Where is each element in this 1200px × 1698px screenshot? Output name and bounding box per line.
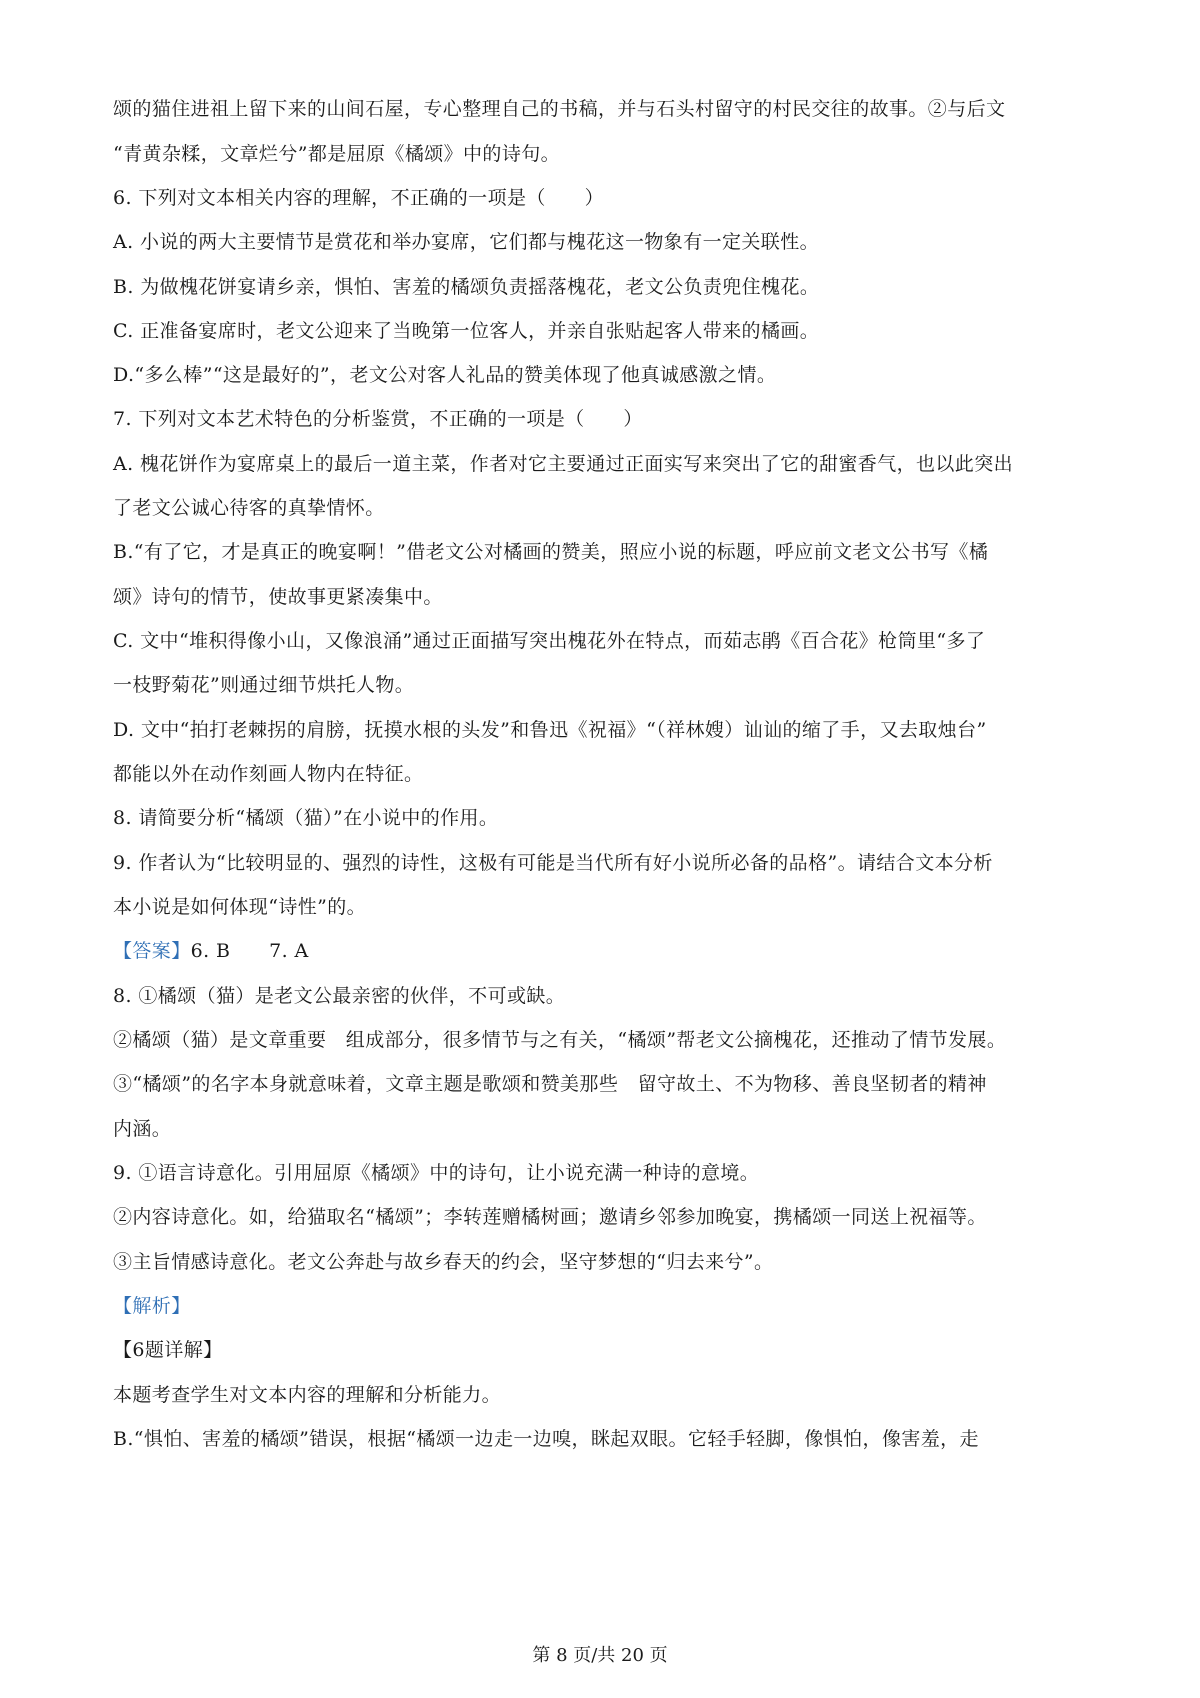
answer-9-3: ③主旨情感诗意化。老文公奔赴与故乡春天的约会，坚守梦想的“归去来兮”。 [113,1251,774,1273]
text-line: “青黄杂糅，文章烂兮”都是屈原《橘颂》中的诗句。 [113,143,561,165]
detail-text: 本题考查学生对文本内容的理解和分析能力。 [113,1384,502,1406]
option-7d-cont: 都能以外在动作刻画人物内在特征。 [113,763,424,785]
detail-text: B.“惧怕、害羞的橘颂”错误，根据“橘颂一边走一边嗅，眯起双眼。它轻手轻脚，像惧怕，像害羞，走 [113,1428,979,1450]
option-6a: A. 小说的两大主要情节是赏花和举办宴席，它们都与槐花这一物象有一定关联性。 [113,231,820,253]
answer-8-2: ②橘颂（猫）是文章重要 组成部分，很多情节与之有关，“橘颂”帮老文公摘槐花，还推动了情节发展。 [113,1029,1007,1051]
question-9-cont: 本小说是如何体现“诗性”的。 [113,896,367,918]
answer-9-2: ②内容诗意化。如，给猫取名“橘颂”；李转莲赠橘树画；邀请乡邻参加晚宴，携橘颂一同送上祝福等。 [113,1206,987,1228]
question-9: 9. 作者认为“比较明显的、强烈的诗性，这极有可能是当代所有好小说所必备的品格”。请结合文本分析 [113,852,993,874]
answer-8-3-cont: 内涵。 [113,1118,172,1140]
option-6d: D.“多么棒”“这是最好的”，老文公对客人礼品的赞美体现了他真诚感激之情。 [113,364,777,386]
question-6: 6. 下列对文本相关内容的理解，不正确的一项是（ ） [113,187,604,209]
option-6b: B. 为做槐花饼宴请乡亲，惧怕、害羞的橘颂负责摇落槐花，老文公负责兜住槐花。 [113,276,820,298]
option-7a: A. 槐花饼作为宴席桌上的最后一道主菜，作者对它主要通过正面实写来突出了它的甜蜜香气，也以此突出 [113,453,1014,475]
option-7c-cont: 一枝野菊花”则通过细节烘托人物。 [113,674,415,696]
answer-8-3: ③“橘颂”的名字本身就意味着，文章主题是歌颂和赞美那些 留守故土、不为物移、善良坚韧者的精神 [113,1073,987,1095]
page-number: 第 8 页/共 20 页 [532,1645,668,1666]
option-7b-cont: 颂》诗句的情节，使故事更紧凑集中。 [113,586,443,608]
option-7c: C. 文中“堆积得像小山，又像浪涌”通过正面描写突出槐花外在特点，而茹志鹃《百合花》枪筒里“多了 [113,630,986,652]
answer-8-1: 8. ①橘颂（猫）是老文公最亲密的伙伴，不可或缺。 [113,985,566,1007]
option-6c: C. 正准备宴席时，老文公迎来了当晚第一位客人，并亲自张贴起客人带来的橘画。 [113,320,820,342]
question-7: 7. 下列对文本艺术特色的分析鉴赏，不正确的一项是（ ） [113,408,643,430]
option-7d: D. 文中“拍打老棘拐的肩膀，抚摸水根的头发”和鲁迅《祝福》“（祥林嫂）讪讪的缩了手，又去取烛台” [113,719,987,741]
question-8: 8. 请简要分析“橘颂（猫）”在小说中的作用。 [113,807,499,829]
answer-9-1: 9. ①语言诗意化。引用屈原《橘颂》中的诗句，让小说充满一种诗的意境。 [113,1162,760,1184]
detail-heading: 【6题详解】 [113,1339,223,1361]
analysis-tag: 【解析】 [113,1295,191,1317]
option-7b: B.“有了它，才是真正的晚宴啊！”借老文公对橘画的赞美，照应小说的标题，呼应前文老文公书写《橘 [113,541,989,563]
text-line: 颂的猫住进祖上留下来的山间石屋，专心整理自己的书稿，并与石头村留守的村民交往的故事。②与后文 [113,98,1006,120]
answer-line [113,938,1103,964]
answer-choices: 6. B 7. A [190,940,309,962]
answer-tag: 【答案】 [113,940,191,962]
option-7a-cont: 了老文公诚心待客的真挚情怀。 [113,497,385,519]
